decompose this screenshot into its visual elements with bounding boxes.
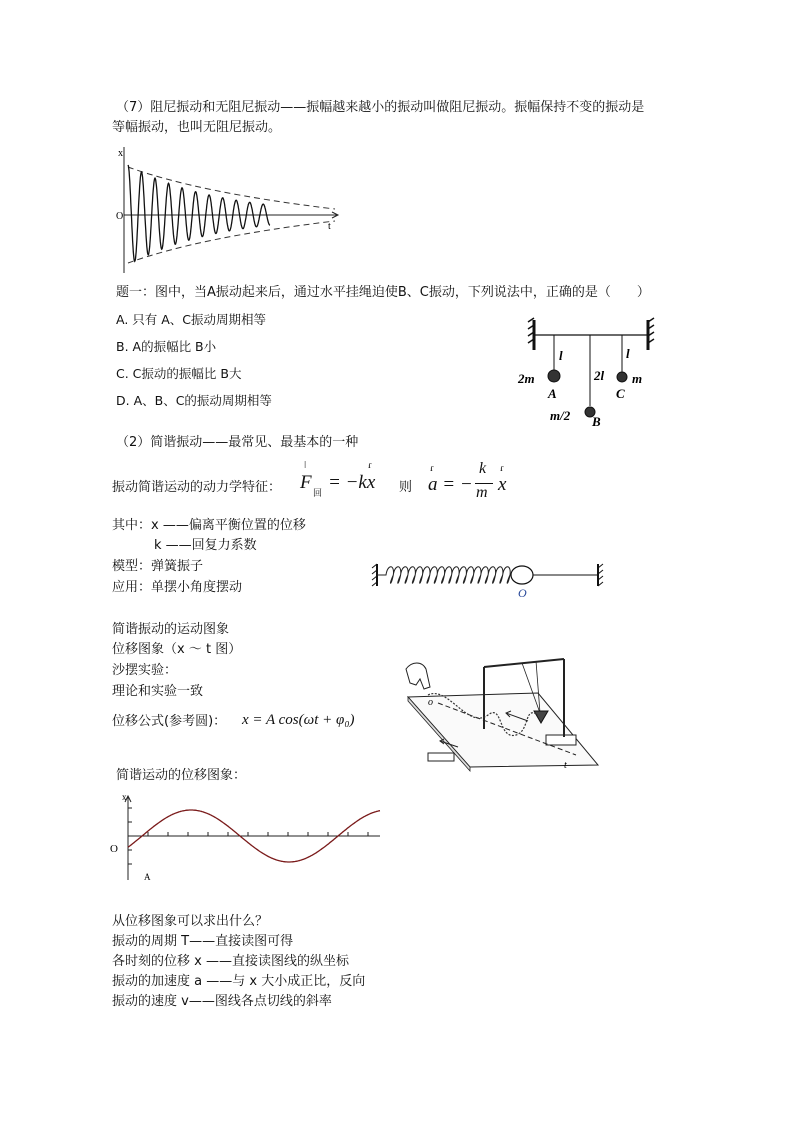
section7-line2: 等幅振动，也叫无阻尼振动。 — [112, 120, 282, 135]
len-a-label: l — [559, 348, 563, 363]
force-symbol: F — [300, 472, 312, 493]
displacement-formula: x = A cos(ωt + φ₀) — [242, 712, 355, 728]
summary-question: 从位移图象可以求出什么？ — [112, 914, 269, 929]
bob-a — [548, 370, 560, 382]
sand-pendulum-figure — [398, 655, 600, 771]
option-a: A. 只有 A、C振动周期相等 — [116, 312, 267, 327]
accel-denominator: m — [476, 484, 488, 501]
oscillator-ball — [511, 566, 533, 584]
upper-envelope — [128, 167, 335, 209]
x-axis-label: t — [328, 221, 331, 232]
force-subscript: 回 — [313, 488, 323, 498]
sine-origin-label: O — [110, 843, 118, 855]
model-line: 模型：弹簧振子 — [112, 559, 204, 574]
summary-acceleration: 振动的加速度 a ——与 x 大小成正比，反向 — [112, 974, 366, 989]
summary-period: 振动的周期 T——直接读图可得 — [112, 934, 294, 949]
sine-graph — [108, 792, 384, 884]
sine-y-label: x — [122, 792, 127, 802]
sand-origin-label: o — [428, 697, 433, 708]
label-c: C — [616, 386, 625, 401]
force-rhs: = −kx — [328, 472, 376, 493]
problem-stem: 题一：图中，当A振动起来后，通过水平挂绳迫使B、C振动，下列说法中，正确的是（ ） — [116, 285, 650, 300]
mass-a-label: 2m — [518, 371, 535, 386]
where-k: k ——回复力系数 — [154, 538, 257, 553]
origin-label: O — [116, 211, 124, 222]
then-label: 则 — [399, 480, 413, 495]
spring-origin-label: O — [518, 586, 527, 600]
theory-line: 理论和实验一致 — [112, 684, 204, 699]
len-b-label: 2l — [594, 368, 605, 383]
accel-lhs: a = − — [428, 474, 473, 495]
xt-line: 位移图象（x ～ t 图） — [112, 642, 242, 657]
damped-oscillation-graph — [110, 145, 350, 275]
accel-numerator: k — [479, 460, 487, 477]
len-c-label: l — [626, 346, 630, 361]
sand-t-label: t — [564, 760, 567, 771]
coupled-pendulum-figure — [512, 318, 662, 430]
section2-title: （2）简谐振动——最常见、最基本的一种 — [116, 435, 359, 450]
hand-icon — [406, 663, 430, 689]
application-line: 应用：单摆小角度摆动 — [112, 580, 243, 595]
option-d: D. A、B、C的振动周期相等 — [116, 393, 272, 408]
accel-x: x — [498, 474, 507, 495]
x-ticks — [148, 832, 368, 836]
sine-heading: 简谐运动的位移图象： — [116, 768, 247, 783]
label-b: B — [592, 414, 601, 429]
mass-b-label: m/2 — [550, 408, 571, 423]
summary-displacement: 各时刻的位移 x ——直接读图线的纵坐标 — [112, 954, 349, 969]
option-b: B. A的振幅比 B小 — [116, 339, 217, 354]
dynamics-label: 振动简谐运动的动力学特征： — [112, 480, 282, 495]
motion-heading: 简谐振动的运动图象 — [112, 622, 230, 637]
summary-velocity: 振动的速度 v——图线各点切线的斜率 — [112, 994, 332, 1009]
y-axis-label: x — [118, 148, 123, 159]
sand-line: 沙摆实验： — [112, 663, 178, 678]
label-a: A — [548, 386, 557, 401]
point-a-label: A — [144, 872, 151, 882]
spring-oscillator-figure — [372, 558, 606, 602]
foot-left — [428, 753, 454, 761]
foot-right — [546, 735, 576, 745]
damped-wave — [128, 165, 270, 261]
bob-c — [617, 372, 627, 382]
frame-top — [484, 659, 564, 667]
section7-line1: （7）阻尼振动和无阻尼振动——振幅越来越小的振动叫做阻尼振动。振幅保持不变的振动是 — [116, 100, 645, 115]
option-c: C. C振动的振幅比 B大 — [116, 366, 242, 381]
formula-label: 位移公式(参考圆)： — [112, 714, 227, 729]
where-x: 其中：x ——偏离平衡位置的位移 — [112, 518, 306, 533]
spring-coil — [377, 567, 511, 584]
mass-c-label: m — [632, 371, 643, 386]
